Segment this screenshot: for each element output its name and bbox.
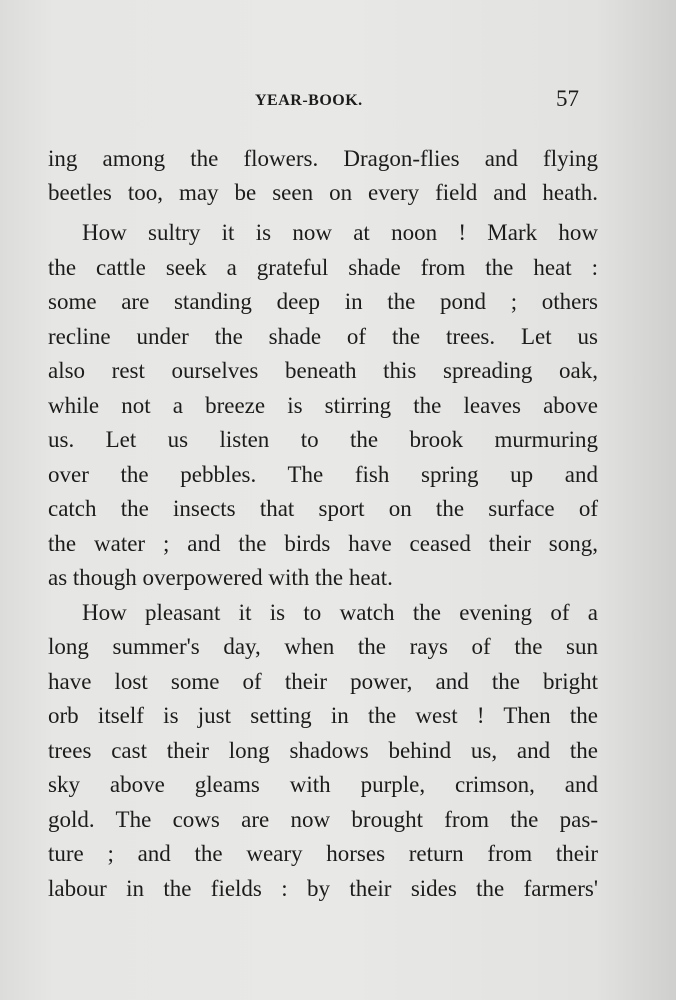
running-title: YEAR-BOOK. xyxy=(255,92,363,109)
text-line: some are standing deep in the pond ; others xyxy=(48,289,598,314)
text-line: sky above gleams with purple, crimson, and xyxy=(48,772,598,797)
text-line: How pleasant it is to watch the evening of a xyxy=(82,599,598,625)
text-line: over the pebbles. The fish spring up and xyxy=(48,461,598,487)
text-line: the cattle seek a grateful shade from the heat : xyxy=(48,254,598,280)
text-line: while not a breeze is stirring the leaves above xyxy=(48,392,598,418)
text-line: as though overpowered with the heat. xyxy=(48,565,393,590)
text-line: long summer's day, when the rays of the sun xyxy=(48,634,598,659)
text-line: beetles too, may be seen on every field and heath. xyxy=(48,180,598,205)
text-line: catch the insects that sport on the surface of xyxy=(48,496,598,521)
text-line: How sultry it is now at noon ! Mark how xyxy=(82,220,598,245)
text-line: recline under the shade of the trees. Let us xyxy=(48,323,598,349)
text-line: labour in the fields : by their sides the farmers' xyxy=(48,875,598,901)
text-line: ture ; and the weary horses return from their xyxy=(48,841,598,866)
text-line: the water ; and the birds have ceased their song, xyxy=(48,530,598,556)
text-line: orb itself is just setting in the west ! Then the xyxy=(48,703,598,728)
text-line: us. Let us listen to the brook murmuring xyxy=(48,427,598,452)
text-line: also rest ourselves beneath this spreading oak, xyxy=(48,358,598,383)
page-number: 57 xyxy=(556,86,579,111)
text-line: gold. The cows are now brought from the pas- xyxy=(48,806,598,832)
text-line: have lost some of their power, and the bright xyxy=(48,668,598,694)
text-line: trees cast their long shadows behind us, and the xyxy=(48,737,598,763)
text-line: ing among the flowers. Dragon-flies and flying xyxy=(48,146,598,171)
